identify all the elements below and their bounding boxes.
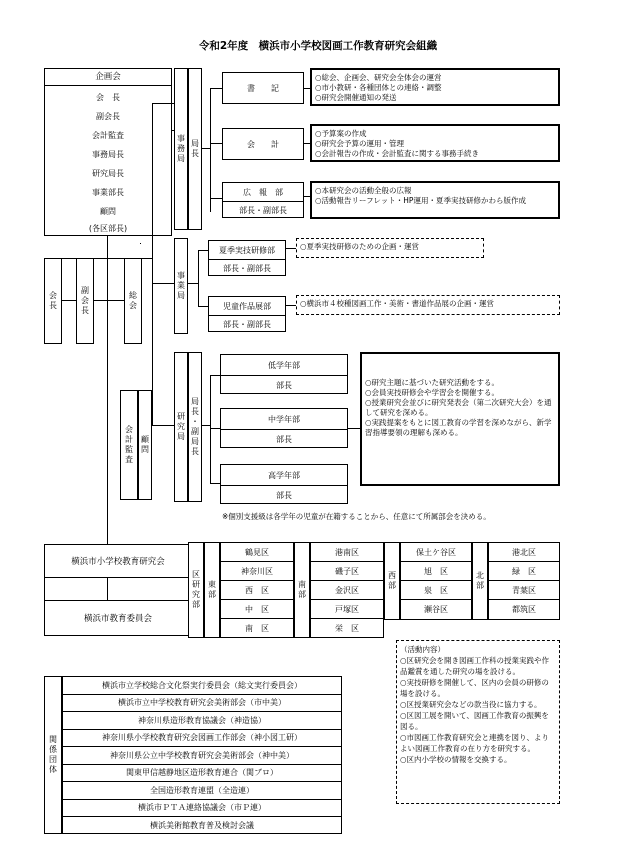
spine-to-kenkyu bbox=[152, 425, 174, 426]
koho-note-0: ○本研究会の活動全般の広報 bbox=[315, 186, 412, 195]
chugakunen-label: 中学年部 bbox=[221, 409, 347, 430]
kenkyu-to-ko bbox=[210, 483, 220, 484]
teigakunen-label: 低学年部 bbox=[221, 355, 347, 376]
higashi-ward-2: 西 区 bbox=[221, 581, 293, 600]
chugakunen-bucho: 部長 bbox=[276, 435, 292, 444]
kita-wards bbox=[488, 542, 560, 620]
kaicho-link bbox=[62, 300, 76, 301]
kikaku-item-4: 研究局長 bbox=[92, 169, 124, 178]
kankei-list bbox=[62, 676, 342, 834]
katsudo-note-1: ○実技研修を開催して、区内の会員の研修の場を設ける。 bbox=[400, 678, 549, 698]
kaikei-note-2: ○会計報告の作成・会計監査に関する事務手続き bbox=[315, 149, 480, 158]
jimu-to-kaikei bbox=[210, 143, 222, 144]
kenkyu-note-0: ○研究主題に基づいた研究活動をする。 bbox=[365, 378, 500, 387]
fukukaicho-link bbox=[94, 300, 124, 301]
kita-ward-3: 都筑区 bbox=[512, 605, 536, 614]
jido-note: ○横浜市４校種図画工作・美術・書道作品展の企画・運営 bbox=[300, 299, 495, 308]
higashi-ward-3: 中 区 bbox=[221, 600, 293, 619]
fukukaicho-box bbox=[76, 258, 94, 344]
higashi-ward-1: 神奈川区 bbox=[221, 562, 293, 581]
kaikei-note-0: ○予算案の作成 bbox=[315, 129, 367, 138]
page-title: 令和2年度 横浜市小学校図画工作教育研究会組織 bbox=[198, 40, 438, 52]
jido-label: 児童作品展部 bbox=[209, 297, 285, 316]
kankei-item-8: 横浜美術館教育普及検討会議 bbox=[150, 820, 254, 830]
kankei-item-2: 神奈川県造形教育協議会（神造協） bbox=[63, 712, 341, 730]
minami-label-box bbox=[294, 542, 310, 638]
katsudo-note-0: ○区研究会を開き図画工作科の授業実践や作品鑑賞を通した研究の場を設ける。 bbox=[400, 656, 550, 676]
kenkyu-note-3: ○実践提案をもとに図工教育の学習を深めながら、新学習指導要領の理解も深める。 bbox=[365, 418, 552, 437]
kankei-item-5: 関東甲信越静地区造形教育連合（関ブロ） bbox=[63, 765, 341, 783]
kita-label: 北部 bbox=[475, 571, 485, 591]
natsu-sub-label: 部長・副部長 bbox=[223, 264, 271, 273]
kaicho-label: 会長 bbox=[48, 291, 58, 311]
kenkyu-notes-box bbox=[360, 352, 560, 486]
nishi-ward-0: 保土ケ谷区 bbox=[401, 543, 471, 562]
kaikei-notes-box bbox=[310, 124, 560, 162]
spine-to-jigyo bbox=[152, 283, 174, 284]
shoki-label: 書 記 bbox=[247, 83, 279, 93]
koho-sub-label: 部長・副部長 bbox=[239, 206, 287, 215]
jido-note-link bbox=[286, 305, 296, 306]
kikaku-item-6: 顧問 bbox=[100, 207, 116, 216]
kogakunen-bucho: 部長 bbox=[276, 491, 292, 500]
katsudo-box bbox=[396, 640, 560, 804]
sokai-box bbox=[124, 258, 142, 344]
shokyoken-box bbox=[44, 544, 192, 578]
kenkyu-to-line bbox=[202, 425, 210, 426]
natsu-label: 夏季実技研修部 bbox=[209, 241, 285, 260]
kenkyu-footnote: ※個別支援級は各学年の児童が在籍することから、任意にて所属部会を決める。 bbox=[222, 512, 491, 521]
fukukaicho-label: 副会長 bbox=[80, 286, 90, 316]
komon-label: 顧問 bbox=[140, 435, 150, 455]
katsudo-header: （活動内容） bbox=[400, 645, 445, 654]
teigakunen-bucho: 部長 bbox=[276, 381, 292, 390]
nishi-ward-3: 瀬谷区 bbox=[424, 605, 448, 614]
jimukyoku-chief-box bbox=[188, 68, 202, 230]
kaikei-kansa-label: 会計監査 bbox=[124, 425, 134, 465]
main-horizontal bbox=[140, 243, 141, 244]
higashi-ward-4: 南 区 bbox=[245, 623, 269, 633]
nishi-ward-1: 旭 区 bbox=[401, 562, 471, 581]
shoki-box bbox=[222, 72, 304, 104]
kenkyukyoku-box bbox=[174, 352, 188, 502]
koho-box bbox=[222, 182, 304, 218]
kankei-dantai-label: 関係団体 bbox=[48, 735, 58, 775]
kankei-item-4: 神奈川県公立中学校教育研究会美術部会（神中美） bbox=[63, 747, 341, 765]
minami-ward-0: 港南区 bbox=[311, 543, 383, 562]
katsudo-note-2: ○区授業研究会などの款当役に協力する。 bbox=[400, 700, 542, 709]
kenkyu-to-tei bbox=[210, 375, 220, 376]
teigakunen-box bbox=[220, 354, 348, 394]
koho-notes-box bbox=[310, 181, 560, 219]
kikaku-item-7: (各区部長) bbox=[88, 224, 128, 233]
jimukyoku-chief-label: 局長 bbox=[190, 139, 200, 159]
kenkyu-note-2: ○授業研究会並びに研究発表会（第二次研究大会）を通して研究を深める。 bbox=[365, 398, 552, 417]
minami-ward-4: 栄 区 bbox=[335, 623, 359, 633]
jido-note-box bbox=[296, 295, 560, 315]
kikaku-item-3: 事務局長 bbox=[92, 150, 124, 159]
kaikei-box bbox=[222, 128, 304, 160]
minami-label: 南部 bbox=[297, 580, 307, 600]
kaikei-label: 会 計 bbox=[247, 139, 279, 149]
shoki-notes-box bbox=[310, 68, 560, 106]
natsu-note-link bbox=[286, 248, 296, 249]
jimu-to-shoki bbox=[210, 88, 222, 89]
minami-wards bbox=[310, 542, 384, 638]
higashi-label-box bbox=[204, 542, 220, 638]
kankei-item-0: 横浜市立学校総合文化祭実行委員会（総文実行委員会） bbox=[63, 677, 341, 695]
jido-sub-label: 部長・副部長 bbox=[223, 320, 271, 329]
kogakunen-box bbox=[220, 464, 348, 504]
komon-box bbox=[138, 390, 152, 500]
kita-ward-0: 港北区 bbox=[489, 543, 559, 562]
kenkyu-note-link bbox=[348, 428, 360, 429]
jigyokyoku-box bbox=[174, 238, 188, 334]
jimu-to-line bbox=[202, 148, 210, 149]
jigyo-to-natsu bbox=[198, 250, 208, 251]
kankei-item-7: 横浜市ＰＴＡ連絡協議会（市Ｐ連） bbox=[63, 800, 341, 818]
katsudo-note-3: ○区図工展を開いて、図画工作教育の振興を図る。 bbox=[400, 711, 549, 731]
kaicho-box bbox=[44, 258, 62, 344]
kikaku-item-1: 副会長 bbox=[96, 112, 120, 121]
sokai-label: 総会 bbox=[128, 291, 138, 311]
kankei-dantai-box bbox=[44, 676, 62, 834]
chugakunen-box bbox=[220, 408, 348, 448]
kikaku-item-5: 事業部長 bbox=[92, 188, 124, 197]
kikaku-item-2: 会計監査 bbox=[92, 131, 124, 140]
ku-kenkyubu-label: 区研究部 bbox=[191, 570, 201, 610]
nishi-ward-2: 泉 区 bbox=[401, 581, 471, 600]
kyoiku-iinkai-label: 横浜市教育委員会 bbox=[83, 614, 152, 624]
spine-to-jimu bbox=[152, 103, 174, 104]
jigyokyoku-label: 事業局 bbox=[176, 271, 186, 301]
kenkyu-vert bbox=[210, 375, 211, 483]
minami-ward-1: 磯子区 bbox=[311, 562, 383, 581]
higashi-ward-0: 鶴見区 bbox=[221, 543, 293, 562]
kikaku-item-0: 会 長 bbox=[96, 93, 120, 102]
kogakunen-label: 高学年部 bbox=[221, 465, 347, 486]
nishi-wards bbox=[400, 542, 472, 620]
natsu-box bbox=[208, 240, 286, 276]
kenkyu-note-1: ○会員実技研修会や学習会を開催する。 bbox=[365, 388, 500, 397]
kankei-item-6: 全国造形教育連盟（全造連） bbox=[63, 782, 341, 800]
kenkyukyoku-chief-box bbox=[188, 352, 202, 502]
higashi-wards bbox=[220, 542, 294, 638]
jigyo-to-line bbox=[188, 283, 198, 284]
kaikei-kansa-box bbox=[120, 390, 138, 500]
kita-ward-1: 緑 区 bbox=[489, 562, 559, 581]
kita-ward-2: 青葉区 bbox=[489, 581, 559, 600]
minami-ward-3: 戸塚区 bbox=[311, 600, 383, 619]
spine-line bbox=[152, 103, 153, 425]
kita-label-box bbox=[472, 542, 488, 620]
koho-label: 広 報 部 bbox=[223, 183, 303, 202]
jimu-vert bbox=[210, 88, 211, 212]
ku-kenkyubu-box bbox=[188, 542, 204, 638]
kankei-item-1: 横浜市立中学校教育研究会美術部会（市中美） bbox=[63, 695, 341, 713]
jimu-to-koho bbox=[210, 198, 222, 199]
shoki-note-0: ○総会、企画会、研究会全体会の運営 bbox=[315, 73, 442, 82]
jigyo-to-jido bbox=[198, 306, 208, 307]
nishi-label: 西部 bbox=[387, 571, 397, 591]
kankei-item-3: 神奈川県小学校教育研究会図画工作部会（神小図工研） bbox=[63, 730, 341, 748]
shoki-note-2: ○研究会開催通知の発送 bbox=[315, 93, 397, 102]
natsu-note: ○夏季実技研修のための企画・運営 bbox=[300, 242, 420, 251]
kyoiku-iinkai-box bbox=[44, 600, 192, 636]
jigyo-vert bbox=[198, 250, 199, 306]
jido-box bbox=[208, 296, 286, 332]
jimukyoku-box bbox=[174, 68, 188, 230]
kikaku-header: 企画会 bbox=[45, 69, 171, 86]
kenkyukyoku-label: 研究局 bbox=[176, 412, 186, 442]
jimukyoku-label: 事務局 bbox=[176, 134, 186, 164]
nishi-label-box bbox=[384, 542, 400, 620]
kenkyu-to-chu bbox=[210, 428, 220, 429]
shoki-note-1: ○市小教研・各種団体との連絡・調整 bbox=[315, 83, 442, 92]
kenkyukyoku-chief-label: 局長・副局長 bbox=[190, 397, 200, 457]
koho-note-1: ○活動報告リーフレット・HP運用・夏季実技研修かわら版作成 bbox=[315, 196, 526, 205]
kaikei-note-1: ○研究会予算の運用・管理 bbox=[315, 139, 405, 148]
shokyoken-label: 横浜市小学校教育研究会 bbox=[71, 557, 165, 567]
natsu-note-box bbox=[296, 238, 484, 258]
katsudo-note-4: ○市図画工作教育研究会と連携を図り、よりよい図画工作教育の在り方を研究する。 bbox=[400, 733, 550, 753]
minami-ward-2: 金沢区 bbox=[311, 581, 383, 600]
higashi-label: 東部 bbox=[207, 580, 217, 600]
katsudo-note-5: ○区内小学校の情報を交換する。 bbox=[400, 755, 512, 764]
